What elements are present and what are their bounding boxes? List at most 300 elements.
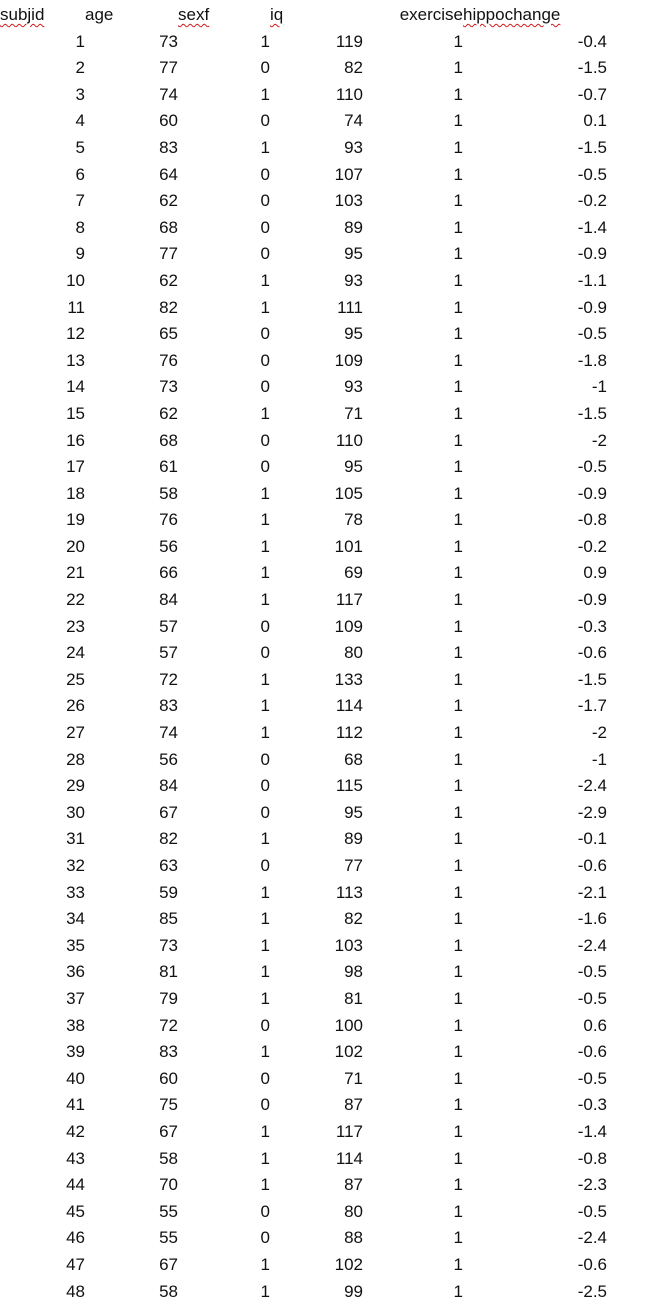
- table-cell-subjid[interactable]: 36: [66, 962, 85, 982]
- table-cell-subjid[interactable]: 29: [66, 776, 85, 796]
- table-cell-subjid[interactable]: 15: [66, 403, 85, 423]
- table-cell-sexf[interactable]: 1: [260, 909, 270, 929]
- table-cell-iq[interactable]: 93: [344, 270, 363, 290]
- table-cell-exercise[interactable]: 1: [453, 111, 463, 131]
- table-cell-age[interactable]: 57: [159, 616, 178, 636]
- table-cell-sexf[interactable]: 1: [260, 1281, 270, 1301]
- table-row: [0, 560, 607, 587]
- table-cell-subjid[interactable]: 28: [66, 749, 85, 769]
- table-cell-age[interactable]: 62: [159, 403, 178, 423]
- table-cell-exercise[interactable]: 1: [453, 776, 463, 796]
- table-cell-iq[interactable]: 95: [344, 802, 363, 822]
- table-cell-age[interactable]: 58: [159, 1148, 178, 1168]
- table-cell-iq[interactable]: 102: [334, 1254, 363, 1274]
- table-cell-sexf[interactable]: 1: [260, 590, 270, 610]
- table-cell-subjid[interactable]: 46: [66, 1228, 85, 1248]
- table-cell-iq[interactable]: 109: [334, 350, 363, 370]
- table-cell-sexf[interactable]: 1: [260, 1121, 270, 1141]
- table-cell-exercise[interactable]: 1: [453, 58, 463, 78]
- table-cell-exercise[interactable]: 1: [453, 1095, 463, 1115]
- table-cell-iq[interactable]: 71: [344, 1068, 363, 1088]
- table-cell-iq[interactable]: 109: [334, 616, 363, 636]
- table-cell-exercise[interactable]: 1: [453, 217, 463, 237]
- table-cell-hippo[interactable]: -0.1: [577, 829, 607, 849]
- table-cell-sexf[interactable]: 0: [260, 164, 270, 184]
- table-cell-hippo[interactable]: -0.9: [577, 483, 607, 503]
- table-cell-hippo[interactable]: -1: [591, 749, 607, 769]
- table-cell-iq[interactable]: 89: [344, 217, 363, 237]
- table-cell-subjid[interactable]: 1: [75, 31, 85, 51]
- table-cell-sexf[interactable]: 0: [260, 643, 270, 663]
- table-cell-sexf[interactable]: 1: [260, 483, 270, 503]
- table-cell-age[interactable]: 67: [159, 1254, 178, 1274]
- table-cell-age[interactable]: 73: [159, 935, 178, 955]
- table-cell-iq[interactable]: 103: [334, 191, 363, 211]
- table-cell-sexf[interactable]: 1: [260, 1042, 270, 1062]
- table-cell-iq[interactable]: 114: [335, 1148, 363, 1168]
- table-cell-hippo[interactable]: -1.5: [577, 137, 607, 157]
- table-cell-exercise[interactable]: 1: [453, 1015, 463, 1035]
- table-cell-exercise[interactable]: 1: [453, 1068, 463, 1088]
- table-cell-iq[interactable]: 81: [344, 988, 363, 1008]
- table-cell-hippo[interactable]: -2.1: [577, 882, 607, 902]
- table-cell-exercise[interactable]: 1: [453, 1201, 463, 1221]
- table-cell-sexf[interactable]: 0: [260, 244, 270, 264]
- table-cell-iq[interactable]: 88: [344, 1228, 363, 1248]
- table-cell-exercise[interactable]: 1: [453, 244, 463, 264]
- table-cell-age[interactable]: 66: [159, 563, 178, 583]
- table-cell-hippo[interactable]: -0.2: [577, 536, 607, 556]
- table-cell-hippo[interactable]: -0.9: [577, 244, 607, 264]
- table-cell-exercise[interactable]: 1: [453, 829, 463, 849]
- table-cell-hippo[interactable]: -2.5: [577, 1281, 607, 1301]
- table-cell-exercise[interactable]: 1: [453, 909, 463, 929]
- table-cell-exercise[interactable]: 1: [453, 1175, 463, 1195]
- table-cell-age[interactable]: 76: [159, 350, 178, 370]
- table-cell-exercise[interactable]: 1: [453, 137, 463, 157]
- table-cell-iq[interactable]: 74: [344, 111, 363, 131]
- table-cell-age[interactable]: 73: [159, 377, 178, 397]
- table-cell-age[interactable]: 83: [159, 1042, 178, 1062]
- table-cell-subjid[interactable]: 43: [66, 1148, 85, 1168]
- table-cell-sexf[interactable]: 1: [260, 137, 270, 157]
- table-cell-iq[interactable]: 71: [344, 403, 363, 423]
- table-cell-hippo[interactable]: -0.5: [577, 988, 607, 1008]
- table-cell-sexf[interactable]: 0: [260, 350, 270, 370]
- table-cell-iq[interactable]: 114: [335, 696, 363, 716]
- table-cell-hippo[interactable]: 0.6: [583, 1015, 607, 1035]
- table-cell-exercise[interactable]: 1: [453, 669, 463, 689]
- table-cell-subjid[interactable]: 32: [66, 856, 85, 875]
- table-cell-age[interactable]: 79: [159, 988, 178, 1008]
- table-cell-exercise[interactable]: 1: [453, 802, 463, 822]
- table-cell-subjid[interactable]: 31: [66, 829, 85, 849]
- table-cell-exercise[interactable]: 1: [453, 510, 463, 530]
- table-cell-exercise[interactable]: 1: [453, 350, 463, 370]
- table-cell-subjid[interactable]: 23: [66, 616, 85, 636]
- table-cell-iq[interactable]: 95: [344, 457, 363, 477]
- table-cell-subjid[interactable]: 12: [66, 324, 85, 344]
- table-cell-exercise[interactable]: 1: [453, 749, 463, 769]
- table-cell-iq[interactable]: 103: [334, 935, 363, 955]
- table-cell-age[interactable]: 61: [159, 457, 178, 477]
- table-cell-sexf[interactable]: 0: [260, 1228, 270, 1248]
- table-cell-subjid[interactable]: 8: [75, 217, 85, 237]
- table-cell-subjid[interactable]: 42: [66, 1121, 85, 1141]
- table-cell-sexf[interactable]: 0: [260, 58, 270, 78]
- table-cell-hippo[interactable]: -1.4: [577, 217, 607, 237]
- table-cell-iq[interactable]: 107: [334, 164, 363, 184]
- header-cell-subjid[interactable]: [0, 2, 85, 29]
- table-cell-subjid[interactable]: 25: [66, 669, 85, 689]
- table-cell-age[interactable]: 62: [159, 270, 178, 290]
- table-cell-subjid[interactable]: 9: [75, 244, 85, 264]
- table-cell-sexf[interactable]: 0: [260, 217, 270, 237]
- table-cell-age[interactable]: 75: [159, 1095, 178, 1115]
- table-cell-age[interactable]: 72: [159, 669, 178, 689]
- table-cell-exercise[interactable]: 1: [453, 191, 463, 211]
- table-cell-subjid[interactable]: 39: [66, 1042, 85, 1062]
- table-cell-sexf[interactable]: 1: [260, 84, 270, 104]
- table-cell-sexf[interactable]: 1: [260, 962, 270, 982]
- table-cell-iq[interactable]: 110: [335, 84, 363, 104]
- table-cell-iq[interactable]: 93: [344, 137, 363, 157]
- table-cell-sexf[interactable]: 1: [260, 829, 270, 849]
- table-cell-iq[interactable]: 95: [344, 244, 363, 264]
- table-row: [0, 1279, 607, 1306]
- table-cell-exercise[interactable]: 1: [453, 1148, 463, 1168]
- table-cell-sexf[interactable]: 1: [260, 510, 270, 530]
- header-cell-sexf[interactable]: [178, 2, 270, 29]
- table-cell-subjid[interactable]: 17: [66, 457, 85, 477]
- table-cell-exercise[interactable]: 1: [453, 1042, 463, 1062]
- table-cell-age[interactable]: 74: [159, 84, 178, 104]
- table-cell-iq[interactable]: 78: [344, 510, 363, 530]
- table-cell-exercise[interactable]: 1: [453, 1121, 463, 1141]
- table-cell-hippo[interactable]: -2: [591, 723, 607, 743]
- table-cell-age[interactable]: 84: [159, 590, 178, 610]
- table-cell-iq[interactable]: 99: [344, 1281, 363, 1301]
- table-cell-exercise[interactable]: 1: [453, 616, 463, 636]
- header-cell-hippochange[interactable]: [463, 2, 607, 29]
- table-cell-age[interactable]: 72: [159, 1015, 178, 1035]
- table-cell-sexf[interactable]: 1: [260, 270, 270, 290]
- table-cell-sexf[interactable]: 0: [260, 430, 270, 450]
- table-cell-iq[interactable]: 80: [344, 643, 363, 663]
- table-cell-subjid[interactable]: 22: [66, 590, 85, 610]
- table-cell-subjid[interactable]: 37: [66, 988, 85, 1008]
- table-cell-exercise[interactable]: 1: [453, 270, 463, 290]
- table-cell-exercise[interactable]: 1: [453, 483, 463, 503]
- table-cell-subjid[interactable]: 13: [66, 350, 85, 370]
- table-cell-iq[interactable]: 69: [344, 563, 363, 583]
- table-cell-hippo[interactable]: 0.9: [583, 563, 607, 583]
- table-cell-iq[interactable]: 87: [344, 1175, 363, 1195]
- table-cell-hippo[interactable]: -1.1: [577, 270, 607, 290]
- table-cell-iq[interactable]: 95: [344, 324, 363, 344]
- table-cell-subjid[interactable]: 21: [66, 563, 85, 583]
- table-cell-exercise[interactable]: 1: [453, 430, 463, 450]
- table-cell-age[interactable]: 59: [159, 882, 178, 902]
- table-cell-iq[interactable]: 133: [334, 669, 363, 689]
- table-cell-hippo[interactable]: -0.5: [577, 324, 607, 344]
- table-cell-hippo[interactable]: -2.3: [577, 1175, 607, 1195]
- table-cell-iq[interactable]: 82: [344, 58, 363, 78]
- table-cell-hippo[interactable]: -1.5: [577, 669, 607, 689]
- table-cell-sexf[interactable]: 1: [260, 536, 270, 556]
- table-cell-age[interactable]: 68: [159, 217, 178, 237]
- table-cell-age[interactable]: 56: [159, 536, 178, 556]
- table-cell-iq[interactable]: 111: [337, 297, 363, 317]
- table-cell-subjid[interactable]: 18: [66, 483, 85, 503]
- table-cell-subjid[interactable]: 40: [66, 1068, 85, 1088]
- table-cell-sexf[interactable]: 1: [260, 403, 270, 423]
- table-cell-sexf[interactable]: 0: [260, 377, 270, 397]
- table-cell-iq[interactable]: 110: [335, 430, 363, 450]
- table-cell-iq[interactable]: 119: [335, 31, 363, 51]
- table-cell-hippo[interactable]: -0.5: [577, 164, 607, 184]
- table-cell-exercise[interactable]: 1: [453, 1254, 463, 1274]
- table-cell-exercise[interactable]: 1: [453, 297, 463, 317]
- table-cell-exercise[interactable]: 1: [453, 590, 463, 610]
- table-cell-iq[interactable]: 98: [344, 962, 363, 982]
- table-cell-exercise[interactable]: 1: [453, 536, 463, 556]
- table-cell-hippo[interactable]: -1: [591, 377, 607, 397]
- table-cell-iq[interactable]: 113: [335, 882, 363, 902]
- table-cell-age[interactable]: 67: [159, 1121, 178, 1141]
- table-cell-iq[interactable]: 101: [334, 536, 363, 556]
- table-cell-hippo[interactable]: -0.5: [577, 1201, 607, 1221]
- table-cell-age[interactable]: 56: [159, 749, 178, 769]
- table-cell-subjid[interactable]: 11: [67, 297, 85, 317]
- table-cell-subjid[interactable]: 41: [66, 1095, 85, 1115]
- table-cell-subjid[interactable]: 44: [66, 1175, 85, 1195]
- table-cell-age[interactable]: 76: [159, 510, 178, 530]
- table-cell-age[interactable]: 57: [159, 643, 178, 663]
- table-cell-exercise[interactable]: 1: [453, 563, 463, 583]
- table-cell-exercise[interactable]: 1: [453, 696, 463, 716]
- table-cell-hippo[interactable]: -0.4: [577, 31, 607, 51]
- table-cell-hippo[interactable]: -0.3: [577, 616, 607, 636]
- table-cell-subjid[interactable]: 7: [75, 191, 85, 211]
- table-cell-iq[interactable]: 77: [344, 856, 363, 875]
- table-cell-hippo[interactable]: -0.8: [577, 510, 607, 530]
- table-cell-hippo[interactable]: -2.4: [577, 1228, 607, 1248]
- table-cell-hippo[interactable]: -0.5: [577, 457, 607, 477]
- table-cell-age[interactable]: 84: [159, 776, 178, 796]
- table-cell-hippo[interactable]: -2.4: [577, 935, 607, 955]
- table-cell-hippo[interactable]: -1.8: [577, 350, 607, 370]
- table-cell-subjid[interactable]: 4: [75, 111, 85, 131]
- table-cell-exercise[interactable]: 1: [453, 457, 463, 477]
- table-cell-subjid[interactable]: 26: [66, 696, 85, 716]
- table-cell-age[interactable]: 55: [159, 1201, 178, 1221]
- table-cell-exercise[interactable]: 1: [453, 962, 463, 982]
- table-cell-sexf[interactable]: 0: [260, 1201, 270, 1221]
- table-cell-subjid[interactable]: 47: [66, 1254, 85, 1274]
- table-cell-sexf[interactable]: 0: [260, 1095, 270, 1115]
- table-cell-hippo[interactable]: -0.9: [577, 297, 607, 317]
- table-cell-sexf[interactable]: 0: [260, 616, 270, 636]
- table-cell-age[interactable]: 58: [159, 1281, 178, 1301]
- table-cell-age[interactable]: 68: [159, 430, 178, 450]
- table-cell-subjid[interactable]: 27: [66, 723, 85, 743]
- table-cell-age[interactable]: 62: [159, 191, 178, 211]
- table-cell-age[interactable]: 77: [159, 58, 178, 78]
- table-cell-hippo[interactable]: -1.7: [577, 696, 607, 716]
- table-cell-hippo[interactable]: -0.2: [577, 191, 607, 211]
- table-cell-hippo[interactable]: -2: [591, 430, 607, 450]
- table-cell-exercise[interactable]: 1: [453, 84, 463, 104]
- table-cell-sexf[interactable]: 0: [260, 802, 270, 822]
- table-cell-hippo[interactable]: -0.9: [577, 590, 607, 610]
- table-cell-hippo[interactable]: -0.5: [577, 962, 607, 982]
- table-cell-exercise[interactable]: 1: [453, 31, 463, 51]
- table-cell-hippo[interactable]: -0.8: [577, 1148, 607, 1168]
- table-cell-subjid[interactable]: 6: [75, 164, 85, 184]
- table-cell-iq[interactable]: 93: [344, 377, 363, 397]
- table-cell-age[interactable]: 55: [159, 1228, 178, 1248]
- table-row: [0, 853, 607, 880]
- table-row: [0, 693, 607, 720]
- table-cell-age[interactable]: 63: [159, 856, 178, 875]
- table-cell-iq[interactable]: 117: [335, 590, 363, 610]
- table-cell-subjid[interactable]: 30: [66, 802, 85, 822]
- table-cell-hippo[interactable]: -0.5: [577, 1068, 607, 1088]
- table-cell-hippo[interactable]: -1.5: [577, 58, 607, 78]
- table-cell-subjid[interactable]: 48: [66, 1281, 85, 1301]
- table-row: [0, 986, 607, 1013]
- table-cell-sexf[interactable]: 0: [260, 749, 270, 769]
- table-cell-sexf[interactable]: 0: [260, 191, 270, 211]
- table-cell-age[interactable]: 77: [159, 244, 178, 264]
- table-cell-hippo[interactable]: -1.5: [577, 403, 607, 423]
- table-cell-hippo[interactable]: -2.4: [577, 776, 607, 796]
- table-cell-hippo[interactable]: -0.6: [577, 1254, 607, 1274]
- table-cell-iq[interactable]: 100: [334, 1015, 363, 1035]
- table-cell-hippo[interactable]: -0.7: [577, 84, 607, 104]
- table-cell-subjid[interactable]: 19: [66, 510, 85, 530]
- table-cell-age[interactable]: 81: [159, 962, 178, 982]
- table-cell-age[interactable]: 83: [159, 137, 178, 157]
- table-cell-subjid[interactable]: 5: [75, 137, 85, 157]
- table-cell-sexf[interactable]: 1: [260, 723, 270, 743]
- table-cell-exercise[interactable]: 1: [453, 1281, 463, 1301]
- table-cell-sexf[interactable]: 0: [260, 111, 270, 131]
- table-cell-sexf[interactable]: 1: [260, 988, 270, 1008]
- table-cell-subjid[interactable]: 45: [66, 1201, 85, 1221]
- table-cell-subjid[interactable]: 33: [66, 882, 85, 902]
- table-cell-sexf[interactable]: 1: [260, 882, 270, 902]
- table-cell-age[interactable]: 64: [159, 164, 178, 184]
- table-cell-age[interactable]: 67: [159, 802, 178, 822]
- header-cell-age[interactable]: [85, 2, 178, 29]
- table-cell-exercise[interactable]: 1: [453, 723, 463, 743]
- table-cell-exercise[interactable]: 1: [453, 988, 463, 1008]
- table-cell-exercise[interactable]: 1: [453, 164, 463, 184]
- table-cell-exercise[interactable]: 1: [453, 856, 463, 875]
- table-cell-age[interactable]: 60: [159, 1068, 178, 1088]
- table-cell-exercise[interactable]: 1: [453, 935, 463, 955]
- table-cell-hippo[interactable]: -1.4: [577, 1121, 607, 1141]
- table-cell-iq[interactable]: 115: [335, 776, 363, 796]
- table-cell-sexf[interactable]: 1: [260, 31, 270, 51]
- table-cell-iq[interactable]: 102: [334, 1042, 363, 1062]
- table-cell-sexf[interactable]: 1: [260, 1254, 270, 1274]
- table-cell-exercise[interactable]: 1: [453, 643, 463, 663]
- table-cell-exercise[interactable]: 1: [453, 882, 463, 902]
- table-cell-iq[interactable]: 68: [344, 749, 363, 769]
- table-cell-subjid[interactable]: 20: [66, 536, 85, 556]
- table-cell-age[interactable]: 85: [159, 909, 178, 929]
- table-cell-sexf[interactable]: 1: [260, 1148, 270, 1168]
- table-cell-sexf[interactable]: 1: [260, 669, 270, 689]
- table-cell-exercise[interactable]: 1: [453, 377, 463, 397]
- table-cell-age[interactable]: 82: [159, 829, 178, 849]
- table-cell-sexf[interactable]: 1: [260, 1175, 270, 1195]
- table-cell-age[interactable]: 65: [159, 324, 178, 344]
- table-cell-hippo[interactable]: -0.3: [577, 1095, 607, 1115]
- table-cell-iq[interactable]: 117: [335, 1121, 363, 1141]
- table-cell-iq[interactable]: 87: [344, 1095, 363, 1115]
- table-cell-subjid[interactable]: 35: [66, 935, 85, 955]
- table-cell-sexf[interactable]: 0: [260, 457, 270, 477]
- table-cell-age[interactable]: 73: [159, 31, 178, 51]
- table-cell-subjid[interactable]: 16: [66, 430, 85, 450]
- header-cell-exercise[interactable]: [363, 2, 463, 29]
- table-cell-exercise[interactable]: 1: [453, 324, 463, 344]
- table-cell-exercise[interactable]: 1: [453, 1228, 463, 1248]
- table-cell-sexf[interactable]: 0: [260, 776, 270, 796]
- table-cell-hippo[interactable]: -0.6: [577, 643, 607, 663]
- table-cell-sexf[interactable]: 1: [260, 563, 270, 583]
- table-cell-subjid[interactable]: 3: [75, 84, 85, 104]
- table-cell-subjid[interactable]: 24: [66, 643, 85, 663]
- table-cell-age[interactable]: 74: [159, 723, 178, 743]
- table-cell-hippo[interactable]: -2.9: [577, 802, 607, 822]
- table-cell-hippo[interactable]: -0.6: [577, 856, 607, 875]
- table-cell-age[interactable]: 82: [159, 297, 178, 317]
- table-cell-sexf[interactable]: 1: [260, 297, 270, 317]
- table-cell-subjid[interactable]: 38: [66, 1015, 85, 1035]
- table-cell-iq[interactable]: 105: [334, 483, 363, 503]
- table-cell-iq[interactable]: 80: [344, 1201, 363, 1221]
- table-cell-sexf[interactable]: 0: [260, 1068, 270, 1088]
- table-cell-subjid[interactable]: 10: [66, 270, 85, 290]
- table-cell-subjid[interactable]: 14: [66, 377, 85, 397]
- table-cell-sexf[interactable]: 0: [260, 324, 270, 344]
- table-cell-exercise[interactable]: 1: [453, 403, 463, 423]
- table-cell-sexf[interactable]: 0: [260, 856, 270, 875]
- table-row: [0, 82, 607, 109]
- table-cell-age[interactable]: 58: [159, 483, 178, 503]
- table-cell-age[interactable]: 83: [159, 696, 178, 716]
- table-cell-iq[interactable]: 82: [344, 909, 363, 929]
- table-cell-iq[interactable]: 112: [335, 723, 363, 743]
- table-cell-subjid[interactable]: 34: [66, 909, 85, 929]
- header-cell-iq[interactable]: [270, 2, 363, 29]
- table-cell-hippo[interactable]: -1.6: [577, 909, 607, 929]
- table-cell-sexf[interactable]: 1: [260, 696, 270, 716]
- table-cell-hippo[interactable]: 0.1: [583, 111, 607, 131]
- table-cell-sexf[interactable]: 1: [260, 935, 270, 955]
- table-cell-subjid[interactable]: 2: [75, 58, 85, 78]
- table-cell-sexf[interactable]: 0: [260, 1015, 270, 1035]
- table-cell-iq[interactable]: 89: [344, 829, 363, 849]
- table-cell-age[interactable]: 70: [159, 1175, 178, 1195]
- table-cell-age[interactable]: 60: [159, 111, 178, 131]
- table-cell-hippo[interactable]: -0.6: [577, 1042, 607, 1062]
